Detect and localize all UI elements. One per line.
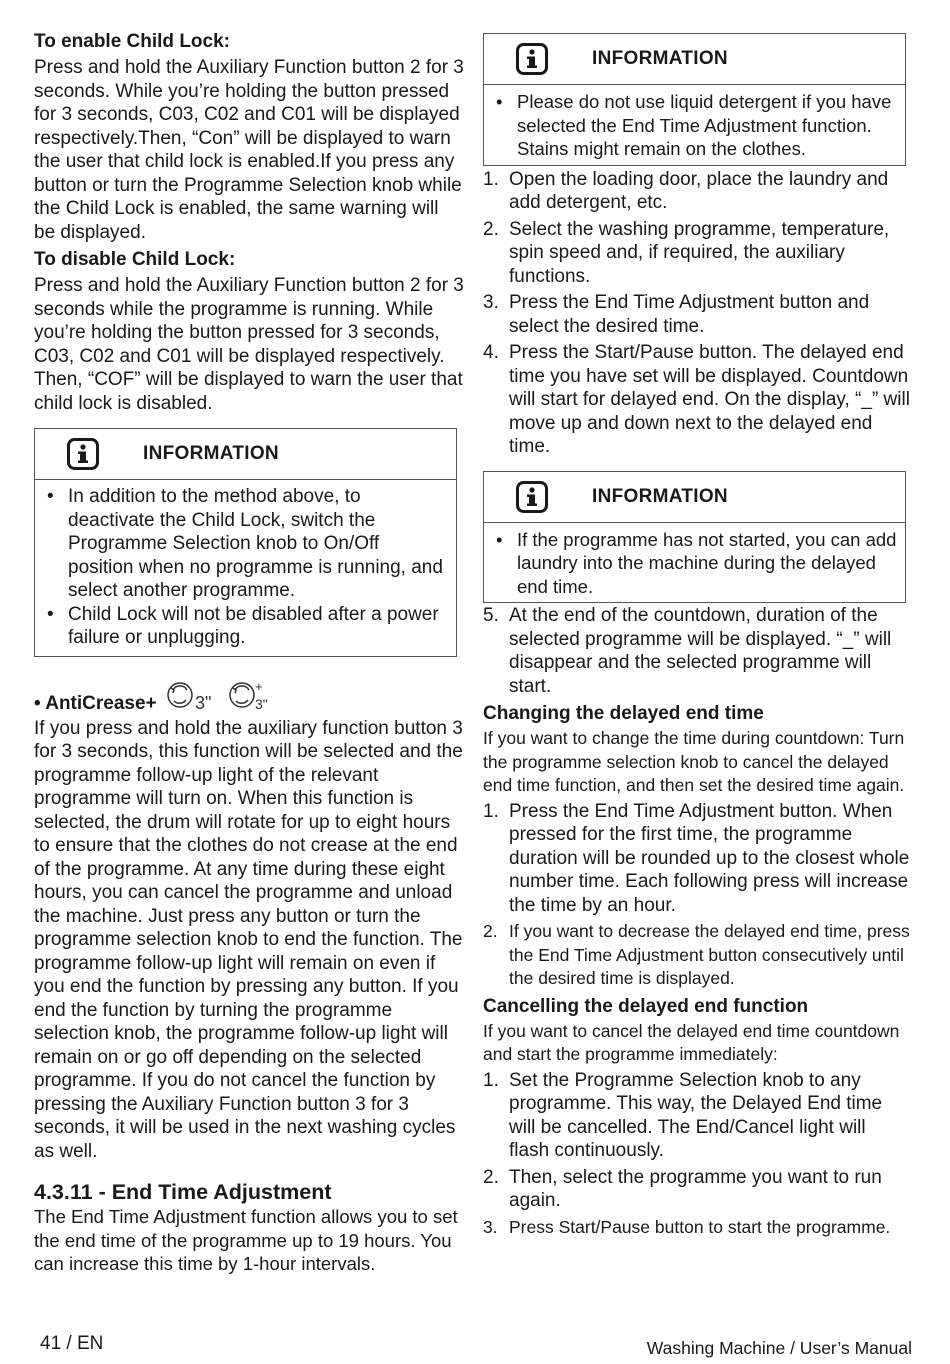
anticrease-plus-label: + xyxy=(254,678,263,694)
step-text: At the end of the countdown, duration of the selected programme will be displayed. “_” will disappear and the selected programme will start. xyxy=(509,605,892,697)
step-text: Set the Programme Selection knob to any programme. This way, the Delayed End time will be cancelled. The End/Cancel light will flash continuously. xyxy=(509,1069,883,1161)
step-text: Open the loading door, place the laundry and add detergent, etc. xyxy=(509,168,889,213)
step-text: Select the washing programme, temperature, spin speed and, if required, the auxiliary functions. xyxy=(509,218,890,287)
right-column xyxy=(483,33,911,1239)
information-box-header xyxy=(35,429,456,480)
changing-delayed-end-text: If you want to change the time during countdown: Turn the programme selection knob to cancel the delayed end time function, and then set the desired time again. xyxy=(483,728,905,795)
information-box-child-lock xyxy=(34,428,457,657)
drum-rotate-icon xyxy=(163,679,223,713)
information-box-header xyxy=(484,34,905,85)
cancelling-delayed-end-text: If you want to cancel the delayed end time countdown and start the programme immediately: xyxy=(483,1020,900,1064)
manual-title: Washing Machine / User’s Manual xyxy=(646,1338,912,1358)
drum-rotate-plus-icon xyxy=(225,679,285,713)
bullet-text: If the programme has not started, you can add laundry into the machine during the delayed end time. xyxy=(517,528,897,597)
info-icon xyxy=(516,481,548,513)
list-item: 1. Set the Programme Selection knob to any programme. This way, the Delayed End time will be cancelled. The End/Cancel light will flash continuously. xyxy=(483,1069,911,1163)
changing-delayed-end-steps xyxy=(483,800,911,991)
list-item: 5. At the end of the countdown, duration of the selected programme will be displayed. “_” will disappear and the selected programme will start. xyxy=(483,604,911,698)
list-item: 1. Open the loading door, place the laundry and add detergent, etc. xyxy=(483,168,911,215)
anticrease-plus-time-label: 3" xyxy=(254,695,268,712)
page-number: 41 / EN xyxy=(40,1333,104,1354)
information-box-add-laundry xyxy=(483,471,906,604)
step-text: Press Start/Pause button to start the programme. xyxy=(509,1216,891,1237)
step-text: Then, select the programme you want to run again. xyxy=(509,1166,882,1211)
info-icon xyxy=(516,43,548,75)
information-box-body xyxy=(484,523,905,603)
information-title: INFORMATION xyxy=(592,485,728,507)
section-title-end-time-adjustment: 4.3.11 - End Time Adjustment xyxy=(34,1180,332,1204)
list-item: 2. Then, select the programme you want to run again. xyxy=(483,1166,911,1213)
list-item: 4. Press the Start/Pause button. The delayed end time you have set will be displayed. Countdown will start for delayed end. On the display, “_” will move up and down next to the delayed end time. xyxy=(483,342,910,457)
disable-child-lock-heading: To disable Child Lock: xyxy=(34,249,236,270)
information-box-body xyxy=(35,480,456,656)
end-time-adjustment-text: The End Time Adjustment function allows you to set the end time of the programme up to 19 hours. You can increase this time by 1-hour intervals. xyxy=(34,1206,458,1274)
end-time-steps xyxy=(483,168,911,459)
changing-delayed-end-heading: Changing the delayed end time xyxy=(483,703,764,724)
cancelling-delayed-end-heading: Cancelling the delayed end function xyxy=(483,995,809,1017)
information-box-body xyxy=(484,85,905,165)
anticrease-text: If you press and hold the auxiliary function button 3 for 3 seconds, this function will be selected and the programme follow-up light of the relevant programme will turn on. When this function is selected, the drum will rotate for up to eight hours to ensure that the clothes do not crease at the end of the programme. At any time during these eight hours, you can cancel the programme and unload the machine. Just press any button or turn the programme selection knob to end the function. The programme follow-up light will remain on even if you end the function by pressing any button. If you end the function by turning the programme selection knob, the programme follow-up light will remain on or go off depending on the selected programme. If you do not cancel the function by pressing the Auxiliary Function button 3 for 3 seconds, it will be used in the next washing cycles as well. xyxy=(34,717,463,1162)
info-icon xyxy=(67,438,99,470)
disable-child-lock-text: Press and hold the Auxiliary Function button 2 for 3 seconds while the programme is running. While you’re holding the button pressed for 3 seconds, C03, C02 and C01 will be displayed respectively. Then, “COF” will be displayed to warn the user that child lock is disabled. xyxy=(34,275,464,414)
list-item: • In addition to the method above, to deactivate the Child Lock, switch the Programme Selection knob to On/Off position when no programme is running, and select another programme. xyxy=(47,485,448,603)
enable-child-lock-heading: To enable Child Lock: xyxy=(34,31,230,52)
anticrease-heading-row xyxy=(34,679,464,715)
left-column xyxy=(34,28,464,1276)
step-text: Press the Start/Pause button. The delayed end time you have set will be displayed. Countdown will start for delayed end. On the display, “_” will move up and down next to the delayed end time. xyxy=(509,342,910,457)
anticrease-label: • AntiCrease+ xyxy=(34,692,157,714)
end-time-step-5 xyxy=(483,604,911,698)
information-box-header xyxy=(484,472,905,523)
information-box-detergent xyxy=(483,33,906,166)
cancelling-delayed-end-steps xyxy=(483,1069,911,1240)
list-item: 3. Press the End Time Adjustment button and select the desired time. xyxy=(483,291,911,338)
bullet-text: In addition to the method above, to deactivate the Child Lock, switch the Programme Selection knob to On/Off position when no programme is running, and select another programme. xyxy=(68,486,443,601)
list-item: 2. Select the washing programme, temperature, spin speed and, if required, the auxiliary functions. xyxy=(483,218,911,289)
step-text: Press the End Time Adjustment button. When pressed for the first time, the programme duration will be rounded up to the closest whole number time. Each following press will increase the time by an hour. xyxy=(509,800,910,916)
anticrease-time-label: 3" xyxy=(194,692,212,713)
bullet-text: Please do not use liquid detergent if you have selected the End Time Adjustment function. Stains might remain on the clothes. xyxy=(517,91,892,159)
list-item: 2. If you want to decrease the delayed end time, press the End Time Adjustment button consecutively until the desired time is displayed. xyxy=(483,920,911,991)
bullet-text: Child Lock will not be disabled after a power failure or unplugging. xyxy=(68,603,439,648)
step-text: Press the End Time Adjustment button and select the desired time. xyxy=(509,292,870,337)
list-item: • Please do not use liquid detergent if you have selected the End Time Adjustment function. Stains might remain on the clothes. xyxy=(496,90,897,161)
information-title: INFORMATION xyxy=(143,443,279,464)
list-item: • If the programme has not started, you can add laundry into the machine during the delayed end time. xyxy=(496,528,897,597)
list-item: 3. Press Start/Pause button to start the programme. xyxy=(483,1216,911,1240)
enable-child-lock-text: Press and hold the Auxiliary Function button 2 for 3 seconds. While you’re holding the button pressed for 3 seconds, C03, C02 and C01 will be displayed respectively.Then, “Con” will be displayed to warn the user that child lock is enabled.If you press any button or turn the Programme Selection knob while the Child Lock is enabled, the same warning will be displayed. xyxy=(34,57,464,243)
information-title: INFORMATION xyxy=(592,48,728,69)
list-item: • Child Lock will not be disabled after a power failure or unplugging. xyxy=(47,603,448,650)
step-text: If you want to decrease the delayed end time, press the End Time Adjustment button consecutively until the desired time is displayed. xyxy=(509,921,910,988)
list-item: 1. Press the End Time Adjustment button. When pressed for the first time, the programme duration will be rounded up to the closest whole number time. Each following press will increase the time by an hour. xyxy=(483,800,910,916)
